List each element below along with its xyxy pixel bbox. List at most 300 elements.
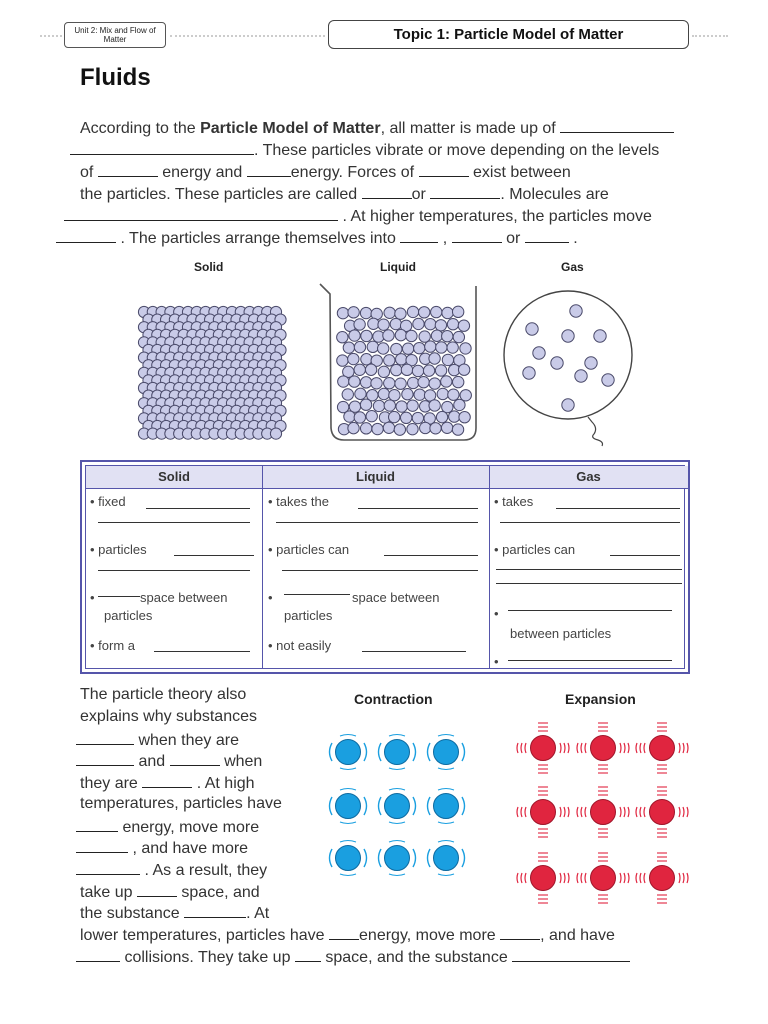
intro-line-2: . These particles vibrate or move depending on the levels (70, 140, 659, 160)
liquid-particle (394, 424, 405, 435)
motion-arc (340, 735, 356, 737)
gas-diagram-label: Gas (561, 260, 584, 274)
liquid-particle (436, 342, 447, 353)
liquid-row-1: • takes the (268, 494, 329, 509)
vibration-mark (640, 807, 641, 817)
motion-arc (330, 849, 333, 867)
gas-particle (562, 330, 574, 342)
liquid-particle (396, 354, 407, 365)
blank[interactable] (525, 228, 569, 243)
liquid-particle (378, 366, 389, 377)
theory-line-9: . As a result, they (76, 860, 267, 880)
gas-row-1: • takes (494, 494, 534, 509)
vibration-mark (564, 743, 565, 753)
liquid-particle (361, 330, 372, 341)
liquid-row-4: • not easily (268, 638, 332, 653)
blank[interactable] (508, 660, 672, 661)
liquid-particle (348, 422, 359, 433)
liquid-particle (452, 306, 463, 317)
liquid-particle (354, 341, 365, 352)
vibration-mark (568, 743, 569, 753)
blank[interactable] (76, 947, 120, 962)
solid-row-3-text: space between (140, 590, 228, 605)
motion-arc (438, 841, 454, 843)
theory-line-6: temperatures, particles have (80, 795, 282, 812)
vibration-mark (517, 873, 518, 883)
blank[interactable] (276, 522, 478, 523)
blank[interactable] (98, 522, 250, 523)
vibration-mark (683, 743, 684, 753)
gas-row-3-text: between particles (510, 626, 612, 641)
expansion-particle (591, 736, 616, 761)
liquid-particle (407, 400, 418, 411)
liquid-particle (395, 329, 406, 340)
motion-arc (340, 768, 356, 770)
contraction-particle (336, 740, 361, 765)
expansion-label: Expansion (565, 691, 636, 707)
liquid-particle (452, 376, 463, 387)
motion-arc (364, 849, 367, 867)
liquid-particle (391, 364, 402, 375)
liquid-row-3-bullet: • (268, 590, 273, 605)
vibration-mark (581, 873, 582, 883)
liquid-particle (384, 400, 395, 411)
blank[interactable] (500, 522, 680, 523)
motion-arc (413, 797, 416, 815)
contraction-particle (434, 846, 459, 871)
contraction-label: Contraction (354, 691, 433, 707)
vibration-mark (640, 873, 641, 883)
motion-arc (379, 797, 382, 815)
vibration-mark (585, 807, 586, 817)
vibration-mark (640, 743, 641, 753)
liquid-particle (366, 410, 377, 421)
vibration-mark (577, 873, 578, 883)
vibration-mark (521, 807, 522, 817)
intro-line-4: the particles. These particles are called or . Molecules are (80, 186, 609, 203)
vibration-mark (525, 743, 526, 753)
solid-row-1: • fixed (90, 494, 126, 509)
liquid-particle (402, 388, 413, 399)
topic-title: Topic 1: Particle Model of Matter (328, 20, 689, 49)
page-title: Fluids (80, 64, 151, 91)
vibration-mark (585, 873, 586, 883)
liquid-particle (429, 353, 440, 364)
liquid-particle (454, 399, 465, 410)
expansion-particle (531, 800, 556, 825)
blank[interactable] (400, 228, 438, 243)
liquid-particle (360, 377, 371, 388)
vibration-mark (560, 743, 561, 753)
motion-arc (389, 789, 405, 791)
gas-particle (594, 330, 606, 342)
motion-arc (462, 849, 465, 867)
vibration-mark (568, 807, 569, 817)
vibration-mark (620, 807, 621, 817)
liquid-particle (407, 423, 418, 434)
motion-arc (438, 768, 454, 770)
theory-line-2: explains why substances (80, 708, 257, 725)
solid-row-3-text-2: particles (104, 608, 153, 623)
vibration-mark (525, 807, 526, 817)
liquid-particle (414, 389, 425, 400)
vibration-mark (679, 743, 680, 753)
blank[interactable] (247, 162, 291, 177)
gas-particles (523, 305, 614, 411)
contraction-particle (385, 846, 410, 871)
liquid-particle (452, 424, 463, 435)
vibration-mark (644, 743, 645, 753)
liquid-particle (431, 306, 442, 317)
blank[interactable] (282, 570, 478, 571)
contraction-particle (336, 794, 361, 819)
liquid-particle (429, 378, 440, 389)
table-header-liquid: Liquid (262, 466, 489, 489)
liquid-particle (354, 319, 365, 330)
blank[interactable] (358, 508, 478, 509)
theory-line-1: The particle theory also (80, 686, 247, 703)
liquid-particle (412, 365, 423, 376)
blank[interactable] (500, 925, 540, 940)
blank[interactable] (70, 140, 254, 155)
blank[interactable] (560, 118, 674, 133)
liquid-particle (360, 307, 371, 318)
liquid-particle (413, 318, 424, 329)
expansion-particle (591, 866, 616, 891)
liquid-particle (354, 412, 365, 423)
liquid-particle (437, 388, 448, 399)
motion-arc (379, 849, 382, 867)
motion-arc (413, 743, 416, 761)
liquid-particle (420, 422, 431, 433)
intro-line-1: According to the Particle Model of Matter, all matter is made up of (80, 118, 674, 138)
motion-arc (389, 822, 405, 824)
gas-particle (523, 367, 535, 379)
liquid-particle (378, 343, 389, 354)
liquid-particle (337, 307, 348, 318)
vibration-mark (525, 873, 526, 883)
liquid-particle (448, 389, 459, 400)
contraction-particle (385, 794, 410, 819)
motion-arc (389, 874, 405, 876)
motion-arc (330, 743, 333, 761)
vibration-mark (683, 807, 684, 817)
states-of-matter-diagram (0, 270, 768, 460)
vibration-mark (517, 807, 518, 817)
gas-particle (575, 370, 587, 382)
blank[interactable] (362, 184, 412, 199)
blank[interactable] (154, 651, 250, 652)
header-dots-left (40, 35, 62, 37)
contraction-expansion-diagram (0, 710, 768, 910)
solid-particle (270, 428, 281, 439)
liquid-row-2: • particles can (268, 542, 350, 557)
blank[interactable] (64, 206, 338, 221)
liquid-particle (383, 330, 394, 341)
liquid-particle (425, 341, 436, 352)
expansion-particle (650, 800, 675, 825)
theory-line-13: collisions. They take up space, and the substance (76, 947, 630, 967)
liquid-row-3-text-2: particles (284, 608, 333, 623)
vibration-mark (636, 807, 637, 817)
vibration-mark (687, 743, 688, 753)
expansion-particles (517, 723, 688, 903)
liquid-particle (378, 319, 389, 330)
contraction-particle (336, 846, 361, 871)
liquid-particle (337, 355, 348, 366)
liquid-particle (355, 388, 366, 399)
motion-arc (364, 797, 367, 815)
contraction-particle (434, 794, 459, 819)
vibration-mark (644, 807, 645, 817)
gas-particle (551, 357, 563, 369)
liquid-particle (460, 343, 471, 354)
liquid-particle (349, 330, 360, 341)
intro-line-5: . At higher temperatures, the particles move (64, 206, 652, 226)
intro-line-6: . The particles arrange themselves into , or . (56, 228, 578, 248)
liquid-particle (406, 330, 417, 341)
blank[interactable] (362, 651, 466, 652)
liquid-particle (441, 376, 452, 387)
blank[interactable] (496, 569, 682, 570)
liquid-particle (349, 376, 360, 387)
expansion-particle (650, 866, 675, 891)
liquid-particle (384, 378, 395, 389)
liquid-particle (453, 331, 464, 342)
motion-arc (428, 849, 431, 867)
liquid-particle (436, 411, 447, 422)
motion-arc (462, 797, 465, 815)
blank[interactable] (295, 947, 321, 962)
header-dots-right (692, 35, 728, 37)
liquid-particle (447, 342, 458, 353)
liquid-row-3-text: space between (352, 590, 440, 605)
gas-particle (562, 399, 574, 411)
motion-arc (340, 822, 356, 824)
theory-line-8: , and have more (76, 838, 248, 858)
particle-model-term: Particle Model of Matter (200, 120, 381, 137)
liquid-particle (429, 400, 440, 411)
motion-arc (340, 874, 356, 876)
expansion-particle (650, 736, 675, 761)
liquid-particle (435, 320, 446, 331)
liquid-particle (371, 378, 382, 389)
liquid-particle (344, 411, 355, 422)
blank[interactable] (329, 925, 359, 940)
expansion-particle (531, 866, 556, 891)
liquid-particle (458, 364, 469, 375)
theory-line-7: energy, move more (76, 817, 259, 837)
motion-arc (340, 789, 356, 791)
blank[interactable] (384, 555, 478, 556)
motion-arc (428, 743, 431, 761)
gas-row-4-bullet: • (494, 654, 499, 669)
theory-line-3: when they are (76, 730, 239, 750)
vibration-mark (585, 743, 586, 753)
motion-arc (438, 789, 454, 791)
motion-arc (438, 874, 454, 876)
motion-arc (389, 841, 405, 843)
vibration-mark (620, 743, 621, 753)
motion-arc (413, 849, 416, 867)
blank[interactable] (174, 555, 254, 556)
liquid-particle (389, 390, 400, 401)
motion-arc (364, 743, 367, 761)
theory-line-5: they are . At high (80, 775, 255, 792)
expansion-particle (591, 800, 616, 825)
liquid-particle (423, 365, 434, 376)
vibration-mark (560, 807, 561, 817)
liquid-particle (348, 307, 359, 318)
liquid-particle (442, 354, 453, 365)
blank[interactable] (284, 594, 350, 595)
vibration-mark (564, 807, 565, 817)
intro-line-3: of energy and energy. Forces of exist between (80, 164, 571, 181)
blank[interactable] (496, 583, 682, 584)
gas-particle (526, 323, 538, 335)
liquid-particle (348, 353, 359, 364)
theory-line-12: lower temperatures, particles have energy, move more , and have (80, 927, 615, 944)
liquid-particle (425, 318, 436, 329)
vibration-mark (628, 743, 629, 753)
blank[interactable] (610, 555, 680, 556)
table-header-gas: Gas (489, 466, 688, 489)
liquid-particle (391, 343, 402, 354)
liquid-particle (401, 364, 412, 375)
blank[interactable] (419, 162, 469, 177)
unit-label (64, 22, 166, 48)
liquid-particle (447, 319, 458, 330)
gas-particle (585, 357, 597, 369)
liquid-particle (384, 355, 395, 366)
balloon-string (588, 417, 603, 446)
vibration-mark (683, 873, 684, 883)
liquid-particle (414, 342, 425, 353)
blank[interactable] (508, 610, 672, 611)
liquid-particle (442, 330, 453, 341)
liquid-particle (368, 318, 379, 329)
vibration-mark (564, 873, 565, 883)
liquid-particle (365, 364, 376, 375)
liquid-particle (354, 364, 365, 375)
vibration-mark (620, 873, 621, 883)
vibration-mark (517, 743, 518, 753)
liquid-particle (419, 331, 430, 342)
expansion-particle (531, 736, 556, 761)
vibration-mark (577, 743, 578, 753)
liquid-particle (407, 377, 418, 388)
liquid-particle (360, 423, 371, 434)
liquid-particle (388, 411, 399, 422)
liquid-particle (384, 307, 395, 318)
theory-line-11: the substance . At (80, 905, 270, 922)
motion-arc (340, 841, 356, 843)
motion-arc (389, 768, 405, 770)
blank[interactable] (98, 570, 250, 571)
liquid-particle (412, 412, 423, 423)
vibration-mark (687, 807, 688, 817)
liquid-particle (418, 307, 429, 318)
liquid-particle (361, 354, 372, 365)
unit-label-line2: Matter (103, 35, 127, 44)
liquid-particle (402, 343, 413, 354)
vibration-mark (577, 807, 578, 817)
vibration-mark (624, 743, 625, 753)
states-comparison-table (80, 460, 690, 674)
liquid-particles (337, 306, 472, 435)
vibration-mark (560, 873, 561, 883)
liquid-particle (430, 423, 441, 434)
vibration-mark (679, 807, 680, 817)
liquid-particle (459, 411, 470, 422)
vibration-mark (521, 743, 522, 753)
motion-arc (379, 743, 382, 761)
vibration-mark (581, 807, 582, 817)
vibration-mark (624, 873, 625, 883)
vibration-mark (636, 743, 637, 753)
liquid-particle (343, 342, 354, 353)
liquid-particle (431, 330, 442, 341)
solid-particles (138, 306, 286, 439)
blank[interactable] (146, 508, 250, 509)
blank[interactable] (98, 162, 158, 177)
liquid-particle (342, 389, 353, 400)
theory-line-10: take up space, and (80, 884, 260, 901)
blank[interactable] (556, 508, 680, 509)
gas-particle (570, 305, 582, 317)
blank[interactable] (512, 947, 630, 962)
vibration-mark (521, 873, 522, 883)
liquid-particle (449, 411, 460, 422)
liquid-particle (458, 320, 469, 331)
motion-arc (330, 797, 333, 815)
header-dots-mid (170, 35, 325, 37)
contraction-particle (434, 740, 459, 765)
liquid-particle (400, 412, 411, 423)
solid-row-3-bullet: • (90, 590, 95, 605)
liquid-particle (442, 307, 453, 318)
motion-arc (462, 743, 465, 761)
liquid-particle (338, 376, 349, 387)
vibration-mark (636, 873, 637, 883)
blank[interactable] (452, 228, 502, 243)
gas-particle (533, 347, 545, 359)
unit-label-line1: Unit 2: Mix and Flow of (74, 26, 156, 35)
liquid-particle (373, 400, 384, 411)
contraction-particle (385, 740, 410, 765)
liquid-particle (372, 423, 383, 434)
vibration-mark (581, 743, 582, 753)
liquid-particle (337, 331, 348, 342)
solid-diagram-label: Solid (194, 260, 224, 274)
liquid-particle (395, 378, 406, 389)
vibration-mark (624, 807, 625, 817)
blank[interactable] (98, 596, 140, 597)
liquid-particle (367, 341, 378, 352)
motion-arc (389, 735, 405, 737)
liquid-particle (441, 422, 452, 433)
motion-arc (438, 735, 454, 737)
blank[interactable] (56, 228, 116, 243)
liquid-particle (378, 388, 389, 399)
contraction-particles (330, 735, 465, 876)
liquid-particle (396, 401, 407, 412)
liquid-particle (395, 308, 406, 319)
liquid-particle (418, 377, 429, 388)
blank[interactable] (430, 184, 500, 199)
liquid-particle (383, 422, 394, 433)
gas-row-3-bullet: • (494, 606, 499, 621)
